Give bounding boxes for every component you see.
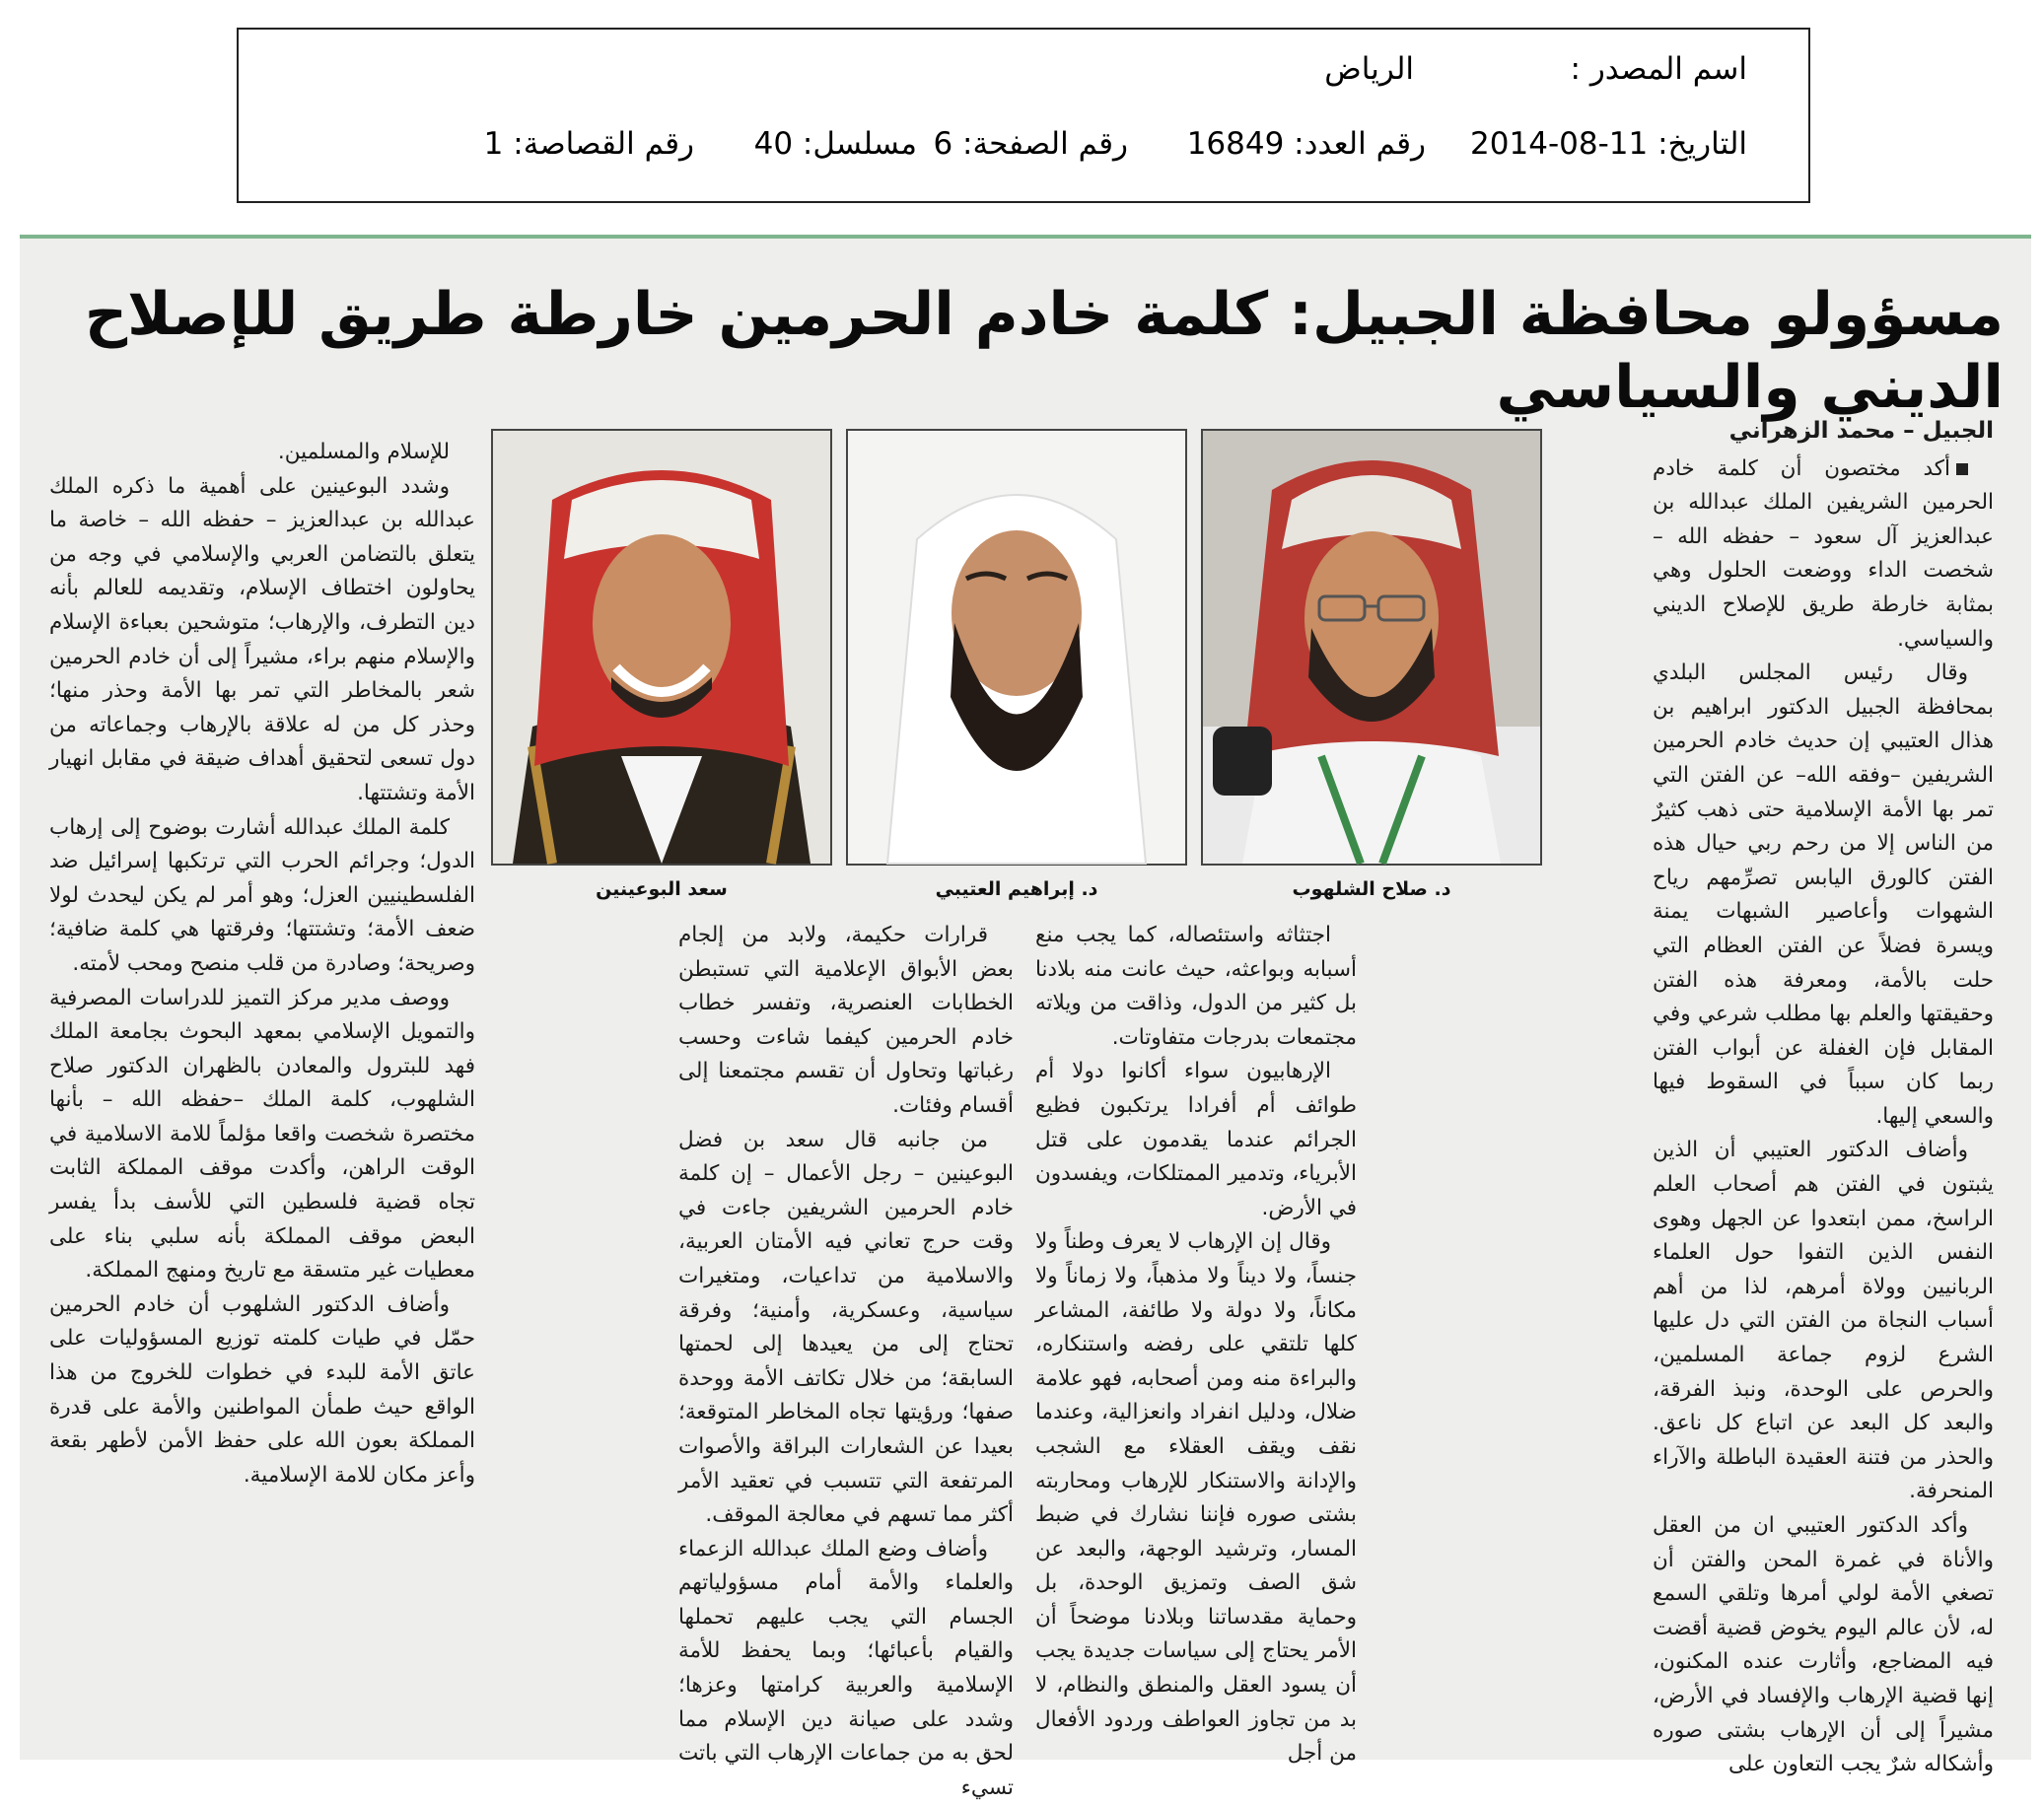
portrait-3-image bbox=[493, 431, 830, 864]
paragraph: كلمة الملك عبدالله أشارت بوضوح إلى إرهاب الدول؛ وجرائم الحرب التي ترتكبها إسرائيل ضد الفلسطينيين العزل؛ وهو أمر لم يكن ليحدث لولا ضعف الأمة؛ وتشتتها؛ وفرقتها هي كلمة ضافية؛ وصريحة؛ وصادرة من قلب منصح ومحب لأمته. bbox=[49, 814, 475, 976]
photo-1-caption: د. صلاح الشلهوب bbox=[1292, 878, 1451, 900]
paragraph: الإرهابيون سواء أكانوا دولا أم طوائف أم أفرادا يرتكبون فظيع الجرائم عندما يقدمون على قتل الأبرياء، وتدمير الممتلكات، ويفسدون في الأرض. bbox=[1035, 1059, 1357, 1220]
photo-2-caption: د. إبراهيم العتيبي bbox=[935, 878, 1098, 900]
paragraph: وأضاف الدكتور الشلهوب أن خادم الحرمين حمّل في طيات كلمته توزيع المسؤوليات على عاتق الأمة للبدء في خطوات للخروج من هذا الواقع حيث طمأن المواطنين والأمة على قدرة المملكة بعون الله على حفظ الأمن لأطهر بقعة وأعز مكان للامة الإسلامية. bbox=[49, 1291, 475, 1488]
article-column-3 bbox=[678, 919, 1014, 1800]
portrait-photo-1 bbox=[1201, 429, 1542, 866]
paragraph: وأضاف وضع الملك عبدالله الزعماء والعلماء والأمة أمام مسؤولياتهم الجسام التي يجب عليهم تحملها والقيام بأعبائها؛ وبما يحفظ للأمة الإسلامية والعربية كرامتها وعزها؛ وشدد على صيانة دين الإسلام مما لحق به من جماعات الإرهاب التي باتت تسيء bbox=[678, 1536, 1014, 1800]
paragraph: أكد مختصون أن كلمة خادم الحرمين الشريفين الملك عبدالله بن عبدالعزيز آل سعود – حفظه الله – شخصت الداء ووضعت الحلول وهي بمثابة خارطة طريق للإصلاح الديني والسياسي. bbox=[1653, 455, 1994, 652]
paragraph: من جانبه قال سعد بن فضل البوعينين – رجل الأعمال – إن كلمة خادم الحرمين الشريفين جاءت في وقت حرج تعاني فيه الأمتان العربية، والاسلامية من تداعيات، ومتغيرات سياسية، وعسكرية، وأمنية؛ وفرقة تحتاج إلى من يعيدها إلى لحمتها السابقة؛ من خلال تكاتف الأمة ووحدة صفها؛ ورؤيتها تجاه المخاطر المتوقعة؛ بعيدا عن الشعارات البراقة والأصوات المرتفعة التي تتسبب في تعقيد الأمر أكثر مما تسهم في معالجة الموقف. bbox=[678, 1127, 1014, 1528]
serial-field: مسلسل: 40 bbox=[753, 126, 917, 162]
paragraph: للإسلام والمسلمين. bbox=[277, 440, 450, 464]
newspaper-clipping bbox=[20, 235, 2031, 1800]
date-field: التاريخ: 11-08-2014 bbox=[1470, 126, 1747, 162]
source-label: اسم المصدر : bbox=[1570, 51, 1747, 87]
portrait-photo-2 bbox=[846, 429, 1187, 866]
clip-number-field: رقم القصاصة: 1 bbox=[483, 126, 694, 162]
paragraph: وقال رئيس المجلس البلدي بمحافظة الجبيل الدكتور ابراهيم بن هذال العتيبي إن حديث خادم الحرمين الشريفين –وفقه الله– عن الفتن التي تمر بها الأمة الإسلامية حتى ذهب كثيرٌ من الناس إلا من رحم ربي حيال هذه الفتن كالورق اليابس تصرِّمهم رياح الشهوات وأعاصير الشبهات يمنة ويسرة فضلاً عن الفتن العظام التي حلت بالأمة، ومعرفة هذه الفتن وحقيقتها والعلم بها مطلب شرعي وفي المقابل فإن الغفلة عن أبواب الفتن ربما كان سبباً في السقوط فيها والسعي إليها. bbox=[1653, 660, 1994, 1129]
lead-square-icon bbox=[1956, 463, 1968, 475]
article-byline: الجبيل – محمد الزهراني bbox=[1728, 418, 1994, 444]
page-number-field: رقم الصفحة: 6 bbox=[933, 126, 1128, 162]
article-column-1 bbox=[1653, 414, 1994, 1777]
paragraph: وشدد البوعينين على أهمية ما ذكره الملك عبدالله بن عبدالعزيز – حفظه الله – خاصة ما يتعلق بالتضامن العربي والإسلامي في وجه من يحاولون اختطاف الإسلام، وتقديمه للعالم بأنه دين التطرف، والإرهاب؛ متوشحين بعباءة الإسلام والإسلام منهم براء، مشيراً إلى أن خادم الحرمين شعر بالمخاطر التي تمر بها الأمة وحذر منها؛ وحذر كل من له علاقة بالإرهاب وجماعاته من دول تسعى لتحقيق أهداف ضيقة في مقابل انهيار الأمة وتشتتها. bbox=[49, 473, 475, 805]
source-value: الرياض bbox=[1324, 51, 1414, 87]
portrait-1-image bbox=[1203, 431, 1540, 864]
paragraph: قرارات حكيمة، ولابد من إلجام بعض الأبواق الإعلامية التي تستبطن الخطابات العنصرية، وتفسر خطاب خادم الحرمين كيفما شاءت وحسب رغباتها وتحاول أن تقسم مجتمعنا إلى أقسام وفئات. bbox=[678, 923, 1014, 1118]
photo-3-caption: سعد البوعينين bbox=[596, 878, 728, 900]
article-column-2 bbox=[1035, 919, 1357, 1767]
article-column-4 bbox=[49, 436, 475, 1757]
paragraph: وأضاف الدكتور العتيبي أن الذين يثبتون في الفتن هم أصحاب العلم الراسخ، ممن ابتعدوا عن الجهل وهوى النفس الذين التفوا حول العلماء الربانيين وولاة أمرهم، لذا من أهم أسباب النجاة من الفتن التي دل عليها الشرع لزوم جماعة المسلمين، والحرص على الوحدة، ونبذ الفرقة، والبعد كل البعد عن اتباع كل ناعق. والحذر من فتنة العقيدة الباطلة والآراء المنحرفة. bbox=[1653, 1138, 1994, 1504]
paragraph: اجتثاثه واستئصاله، كما يجب منع أسبابه وبواعثه، حيث عانت منه بلادنا بل كثير من الدول، وذاقت من ويلاته مجتمعات بدرجات متفاوتات. bbox=[1035, 923, 1357, 1050]
paragraph: وأكد الدكتور العتيبي ان من العقل والأناة في غمرة المحن والفتن أن تصغي الأمة لولي أمرها وتلقي السمع له، لأن عالم اليوم يخوض قضية أقضت فيه المضاجع، وأثارت عنده المكنون، إنها قضية الإرهاب والإفساد في الأرض، مشيراً إلى أن الإرهاب بشتى صوره وأشكاله شرٌ يجب التعاون على bbox=[1653, 1513, 1994, 1777]
article-headline: مسؤولو محافظة الجبيل: كلمة خادم الحرمين خارطة طريق للإصلاح الديني والسياسي bbox=[84, 280, 2004, 422]
paragraph: ووصف مدير مركز التميز للدراسات المصرفية والتمويل الإسلامي بمعهد البحوث بجامعة الملك فهد للبترول والمعادن بالظهران الدكتور صلاح الشلهوب، كلمة الملك –حفظه الله – بأنها مختصرة شخصت واقعا مؤلماً للامة الاسلامية في الوقت الراهن، وأكدت موقف المملكة الثابت تجاه قضية فلسطين التي للأسف بدأ يفسر البعض موقف المملكة بأنه سلبي بناء على معطيات غير متسقة مع تاريخ ومنهج المملكة. bbox=[49, 985, 475, 1284]
paragraph: وقال إن الإرهاب لا يعرف وطناً ولا جنساً، ولا ديناً ولا مذهباً، ولا زماناً ولا مكاناً، ولا دولة ولا طائفة، المشاعر كلها تلتقي على رفضه واستنكاره، والبراءة منه ومن أصحابه، فهو علامة ضلال، ودليل انفراد وانعزالية، وعندما نقف ويقف العقلاء مع الشجب والإدانة والاستنكار للإرهاب ومحاربته بشتى صوره فإننا نشارك في ضبط المسار، وترشيد الوجهة، والبعد عن شق الصف وتمزيق الوحدة، بل وحماية مقدساتنا وبلادنا موضحاً أن الأمر يحتاج إلى سياسات جديدة يجب أن يسود العقل والمنطق والنظام، لا بد من تجاوز العواطف وردود الأفعال من أجل bbox=[1035, 1229, 1357, 1767]
portrait-photo-3 bbox=[491, 429, 832, 866]
clipping-metadata-box bbox=[237, 28, 1810, 203]
issue-number-field: رقم العدد: 16849 bbox=[1186, 126, 1426, 162]
portrait-2-image bbox=[848, 431, 1185, 864]
